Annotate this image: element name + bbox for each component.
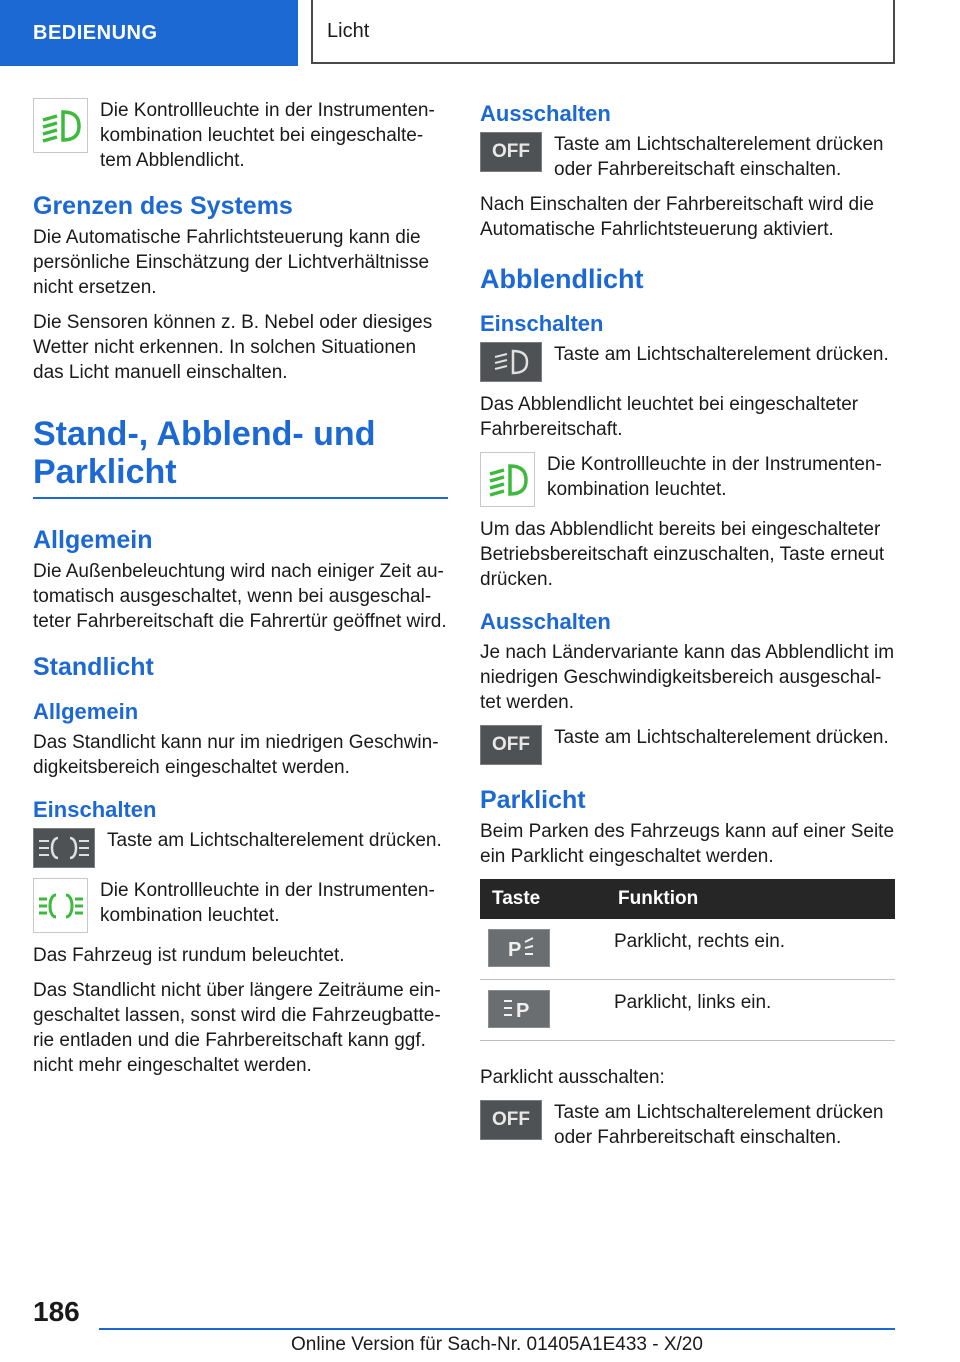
button-text: Taste am Lichtschalterelement drücken oder Fahrbereitschaft einschalten. bbox=[554, 134, 884, 180]
footer-rule bbox=[99, 1328, 895, 1330]
paragraph: Um das Abblendlicht bereits bei eingeschalteter Betriebsbereitschaft einzuschalten, Taste erneut drücken. bbox=[480, 519, 885, 590]
heading-ausschalten: Ausschalten bbox=[480, 101, 611, 126]
button-row-parking-light bbox=[33, 828, 448, 868]
indicator-row-low-beam-2 bbox=[480, 452, 895, 507]
button-text: Taste am Lichtschalterelement drücken oder Fahrbereitschaft einschalten. bbox=[554, 1102, 884, 1148]
footer-text: Online Version für Sach-Nr. 01405A1E433 - X/20 bbox=[291, 1334, 703, 1355]
indicator-text: Die Kontrollleuchte in der Instrumentenkombination leuchtet bei eingeschaltetem Abblendlicht. bbox=[100, 100, 435, 171]
low-beam-indicator-icon bbox=[480, 452, 535, 507]
heading-parklicht: Parklicht bbox=[480, 786, 586, 814]
button-text: Taste am Lichtschalterelement drücken. bbox=[554, 727, 889, 748]
indicator-row-low-beam bbox=[33, 98, 448, 173]
table-header-row bbox=[480, 879, 895, 919]
paragraph: Das Standlicht kann nur im niedrigen Geschwindigkeitsbereich eingeschaltet werden. bbox=[33, 732, 439, 778]
paragraph: Die Sensoren können z. B. Nebel oder diesiges Wetter nicht erkennen. In solchen Situationen das Licht manuell einschalten. bbox=[33, 312, 433, 383]
heading-abbl-ausschalten: Ausschalten bbox=[480, 609, 611, 634]
off-button-icon: OFF bbox=[480, 132, 542, 172]
heading-rule bbox=[33, 497, 448, 499]
button-row-off bbox=[480, 132, 895, 182]
main-heading: Stand-, Abblend- und Parklicht bbox=[33, 415, 376, 491]
section-title: BEDIENUNG bbox=[33, 21, 158, 44]
table-row bbox=[480, 980, 895, 1041]
paragraph: Das Fahrzeug ist rundum beleuchtet. bbox=[33, 945, 345, 966]
table-cell-function: Parklicht, rechts ein. bbox=[606, 919, 895, 980]
indicator-text: Die Kontrollleuchte in der Instrumentenkombination leuchtet. bbox=[100, 880, 435, 926]
left-column bbox=[33, 98, 448, 1088]
indicator-row-parking-light bbox=[33, 878, 448, 933]
table-header-funktion: Funktion bbox=[606, 879, 895, 919]
paragraph: Parklicht ausschalten: bbox=[480, 1067, 665, 1088]
chapter-header bbox=[311, 0, 895, 64]
paragraph: Nach Einschalten der Fahrbereitschaft wird die Automatische Fahrlichtsteuerung aktiviert. bbox=[480, 194, 874, 240]
heading-einschalten: Einschalten bbox=[33, 797, 157, 822]
paragraph: Das Standlicht nicht über längere Zeiträume eingeschaltet lassen, sonst wird die Fahrzeugbatterie entladen und die Fahrbereitschaft kann ggf. nicht mehr eingeschaltet werden. bbox=[33, 980, 441, 1076]
page-number: 186 bbox=[33, 1296, 80, 1327]
heading-allgemein: Allgemein bbox=[33, 526, 153, 554]
svg-text:P: P bbox=[516, 1000, 530, 1022]
parking-light-left-icon bbox=[488, 990, 550, 1028]
low-beam-indicator-icon bbox=[33, 98, 88, 153]
paragraph: Je nach Ländervariante kann das Abblendlicht im niedrigen Geschwindigkeitsbereich ausgeschaltet werden. bbox=[480, 642, 895, 713]
heading-standlicht: Standlicht bbox=[33, 653, 154, 681]
off-button-icon: OFF bbox=[480, 725, 542, 765]
button-text: Taste am Lichtschalterelement drücken. bbox=[107, 830, 442, 851]
heading-standlicht-allgemein: Allgemein bbox=[33, 699, 139, 724]
low-beam-button-icon bbox=[480, 342, 542, 382]
table-cell-function: Parklicht, links ein. bbox=[606, 980, 895, 1041]
paragraph: Die Außenbeleuchtung wird nach einiger Zeit automatisch ausgeschaltet, wenn bei ausgeschalteter Fahrbereitschaft die Fahrertür geöffnet wird. bbox=[33, 561, 447, 632]
paragraph: Die Automatische Fahrlichtsteuerung kann die persönliche Einschätzung der Lichtverhältnisse nicht ersetzen. bbox=[33, 227, 430, 298]
heading-grenzen: Grenzen des Systems bbox=[33, 192, 293, 220]
button-text: Taste am Lichtschalterelement drücken. bbox=[554, 344, 889, 365]
heading-abblendlicht: Abblendlicht bbox=[480, 264, 644, 294]
paragraph: Das Abblendlicht leuchtet bei eingeschalteter Fahrbereitschaft. bbox=[480, 394, 859, 440]
side-light-button-icon bbox=[33, 828, 95, 868]
table-header-taste: Taste bbox=[480, 879, 606, 919]
right-column bbox=[480, 98, 895, 1160]
heading-abbl-einschalten: Einschalten bbox=[480, 311, 604, 336]
svg-text:P: P bbox=[508, 939, 522, 961]
button-row-off-3 bbox=[480, 1100, 895, 1150]
button-row-low-beam bbox=[480, 342, 895, 382]
chapter-title: Licht bbox=[327, 19, 370, 42]
paragraph: Beim Parken des Fahrzeugs kann auf einer Seite ein Parklicht eingeschaltet werden. bbox=[480, 821, 895, 867]
section-tab bbox=[0, 0, 298, 66]
button-row-off-2 bbox=[480, 725, 895, 765]
side-light-indicator-icon bbox=[33, 878, 88, 933]
indicator-text: Die Kontrollleuchte in der Instrumentenkombination leuchtet. bbox=[547, 454, 882, 500]
parking-light-right-icon bbox=[488, 929, 550, 967]
parking-light-table bbox=[480, 879, 895, 1041]
table-row bbox=[480, 919, 895, 980]
off-button-icon: OFF bbox=[480, 1100, 542, 1140]
